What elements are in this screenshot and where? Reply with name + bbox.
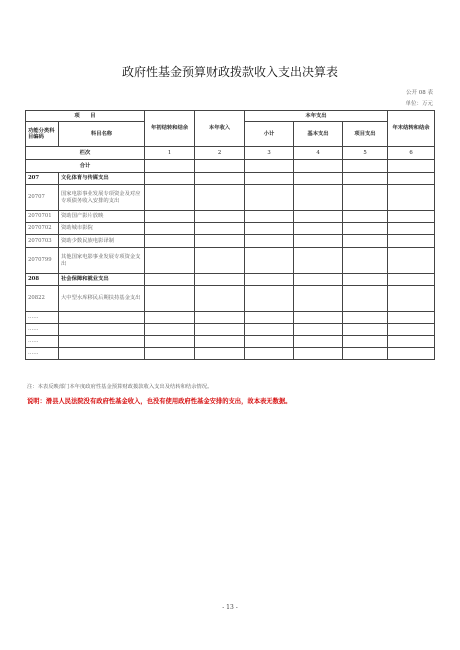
table-row [26, 211, 435, 223]
empty-cell [388, 274, 435, 286]
empty-cell [245, 160, 294, 173]
empty-cell [145, 348, 195, 360]
empty-cell [245, 312, 294, 324]
col-number: 4 [294, 147, 343, 160]
empty-cell [343, 324, 388, 336]
empty-cell [343, 211, 388, 223]
empty-cell [195, 235, 245, 248]
subject-name-cell: 国家电影事业发展专项资金及对应专项债务收入安排的支出 [59, 185, 145, 211]
empty-cell [388, 348, 435, 360]
empty-cell [388, 312, 435, 324]
empty-cell [294, 211, 343, 223]
budget-table [25, 110, 435, 360]
empty-cell [294, 248, 343, 274]
func-code-cell: …… [26, 312, 59, 324]
table-row [26, 248, 435, 274]
table-row [26, 336, 435, 348]
empty-cell [245, 248, 294, 274]
empty-cell [388, 173, 435, 185]
empty-cell [195, 248, 245, 274]
empty-cell [294, 336, 343, 348]
empty-cell [294, 185, 343, 211]
table-note: 注：本表反映部门本年度政府性基金预算财政拨款收入支出及结转和结余情况。 [27, 384, 213, 390]
table-row [26, 173, 435, 185]
basic-exp-header: 基本支出 [294, 122, 343, 147]
empty-cell [245, 274, 294, 286]
empty-cell [294, 160, 343, 173]
begin-balance-header: 年初结转和结余 [145, 111, 195, 147]
page-title: 政府性基金预算财政拨款收入支出决算表 [121, 65, 338, 79]
func-code-header: 功能分类科目编码 [26, 122, 59, 147]
col-number: 1 [145, 147, 195, 160]
empty-cell [294, 312, 343, 324]
form-number: 公开 08 表 [406, 90, 433, 96]
empty-cell [145, 336, 195, 348]
empty-cell [343, 274, 388, 286]
empty-cell [343, 348, 388, 360]
subject-name-cell [59, 348, 145, 360]
func-code-cell: 2070703 [26, 235, 59, 248]
table-row [26, 324, 435, 336]
func-code-cell: …… [26, 336, 59, 348]
empty-cell [294, 286, 343, 312]
subject-name-cell: 资助国产影片放映 [59, 211, 145, 223]
table-row [26, 286, 435, 312]
empty-cell [294, 324, 343, 336]
table-row [26, 235, 435, 248]
col-number: 3 [245, 147, 294, 160]
empty-cell [388, 336, 435, 348]
expenditure-group-header: 本年支出 [245, 111, 388, 122]
explanation-text: 说明：滑县人民法院没有政府性基金收入，也没有使用政府性基金安排的支出，故本表无数据。 [27, 398, 292, 405]
func-code-cell: 2070702 [26, 223, 59, 235]
empty-cell [145, 211, 195, 223]
empty-cell [343, 312, 388, 324]
empty-cell [195, 286, 245, 312]
empty-cell [343, 336, 388, 348]
subject-name-cell: 文化体育与传媒支出 [59, 173, 145, 185]
subject-name-cell [59, 324, 145, 336]
empty-cell [195, 312, 245, 324]
empty-cell [195, 160, 245, 173]
empty-cell [145, 286, 195, 312]
empty-cell [195, 173, 245, 185]
empty-cell [195, 185, 245, 211]
table-row [26, 185, 435, 211]
table-row [26, 348, 435, 360]
page-number: - 13 - [222, 604, 238, 611]
empty-cell [195, 348, 245, 360]
empty-cell [388, 223, 435, 235]
empty-cell [145, 223, 195, 235]
empty-cell [145, 235, 195, 248]
func-code-cell: …… [26, 348, 59, 360]
func-code-cell: 20707 [26, 185, 59, 211]
end-balance-header: 年末结转和结余 [388, 111, 435, 147]
empty-cell [343, 185, 388, 211]
empty-cell [145, 160, 195, 173]
subject-name-cell: 大中型水库移民后期扶持基金支出 [59, 286, 145, 312]
empty-cell [245, 286, 294, 312]
empty-cell [245, 211, 294, 223]
func-code-cell: …… [26, 324, 59, 336]
empty-cell [343, 160, 388, 173]
empty-cell [195, 274, 245, 286]
col-number: 2 [195, 147, 245, 160]
empty-cell [195, 324, 245, 336]
table-row [26, 223, 435, 235]
project-header: 项 目 [26, 111, 145, 122]
empty-cell [245, 223, 294, 235]
empty-cell [195, 211, 245, 223]
table-row [26, 312, 435, 324]
empty-cell [343, 248, 388, 274]
empty-cell [195, 223, 245, 235]
table-row [26, 274, 435, 286]
empty-cell [195, 336, 245, 348]
col-number: 5 [343, 147, 388, 160]
subject-name-cell: 其他国家电影事业发展专项资金支出 [59, 248, 145, 274]
empty-cell [245, 185, 294, 211]
empty-cell [294, 173, 343, 185]
empty-cell [343, 223, 388, 235]
empty-cell [245, 235, 294, 248]
empty-cell [388, 235, 435, 248]
project-exp-header: 项目支出 [343, 122, 388, 147]
empty-cell [145, 248, 195, 274]
empty-cell [145, 312, 195, 324]
empty-cell [388, 286, 435, 312]
subject-name-cell: 资助少数民族电影译制 [59, 235, 145, 248]
empty-cell [294, 235, 343, 248]
subject-name-cell [59, 336, 145, 348]
func-code-cell: 207 [26, 173, 59, 185]
empty-cell [294, 223, 343, 235]
empty-cell [388, 185, 435, 211]
empty-cell [245, 348, 294, 360]
empty-cell [343, 173, 388, 185]
empty-cell [388, 160, 435, 173]
empty-cell [294, 348, 343, 360]
subtotal-header: 小计 [245, 122, 294, 147]
subject-name-cell: 资助城市影院 [59, 223, 145, 235]
empty-cell [388, 211, 435, 223]
empty-cell [145, 274, 195, 286]
empty-cell [294, 274, 343, 286]
empty-cell [145, 185, 195, 211]
func-code-cell: 208 [26, 274, 59, 286]
func-code-cell: 20822 [26, 286, 59, 312]
empty-cell [145, 324, 195, 336]
func-code-cell: 2070701 [26, 211, 59, 223]
empty-cell [245, 336, 294, 348]
total-label: 合计 [26, 160, 145, 173]
empty-cell [245, 173, 294, 185]
subject-name-cell: 社会保障和就业支出 [59, 274, 145, 286]
empty-cell [388, 324, 435, 336]
unit-label: 单位：万元 [405, 101, 433, 107]
subject-name-header: 科目名称 [59, 122, 145, 147]
empty-cell [343, 235, 388, 248]
subject-name-cell [59, 312, 145, 324]
empty-cell [388, 248, 435, 274]
income-header: 本年收入 [195, 111, 245, 147]
empty-cell [343, 286, 388, 312]
func-code-cell: 2070799 [26, 248, 59, 274]
col-number: 6 [388, 147, 435, 160]
empty-cell [145, 173, 195, 185]
empty-cell [245, 324, 294, 336]
col-number-label: 栏次 [26, 147, 145, 160]
